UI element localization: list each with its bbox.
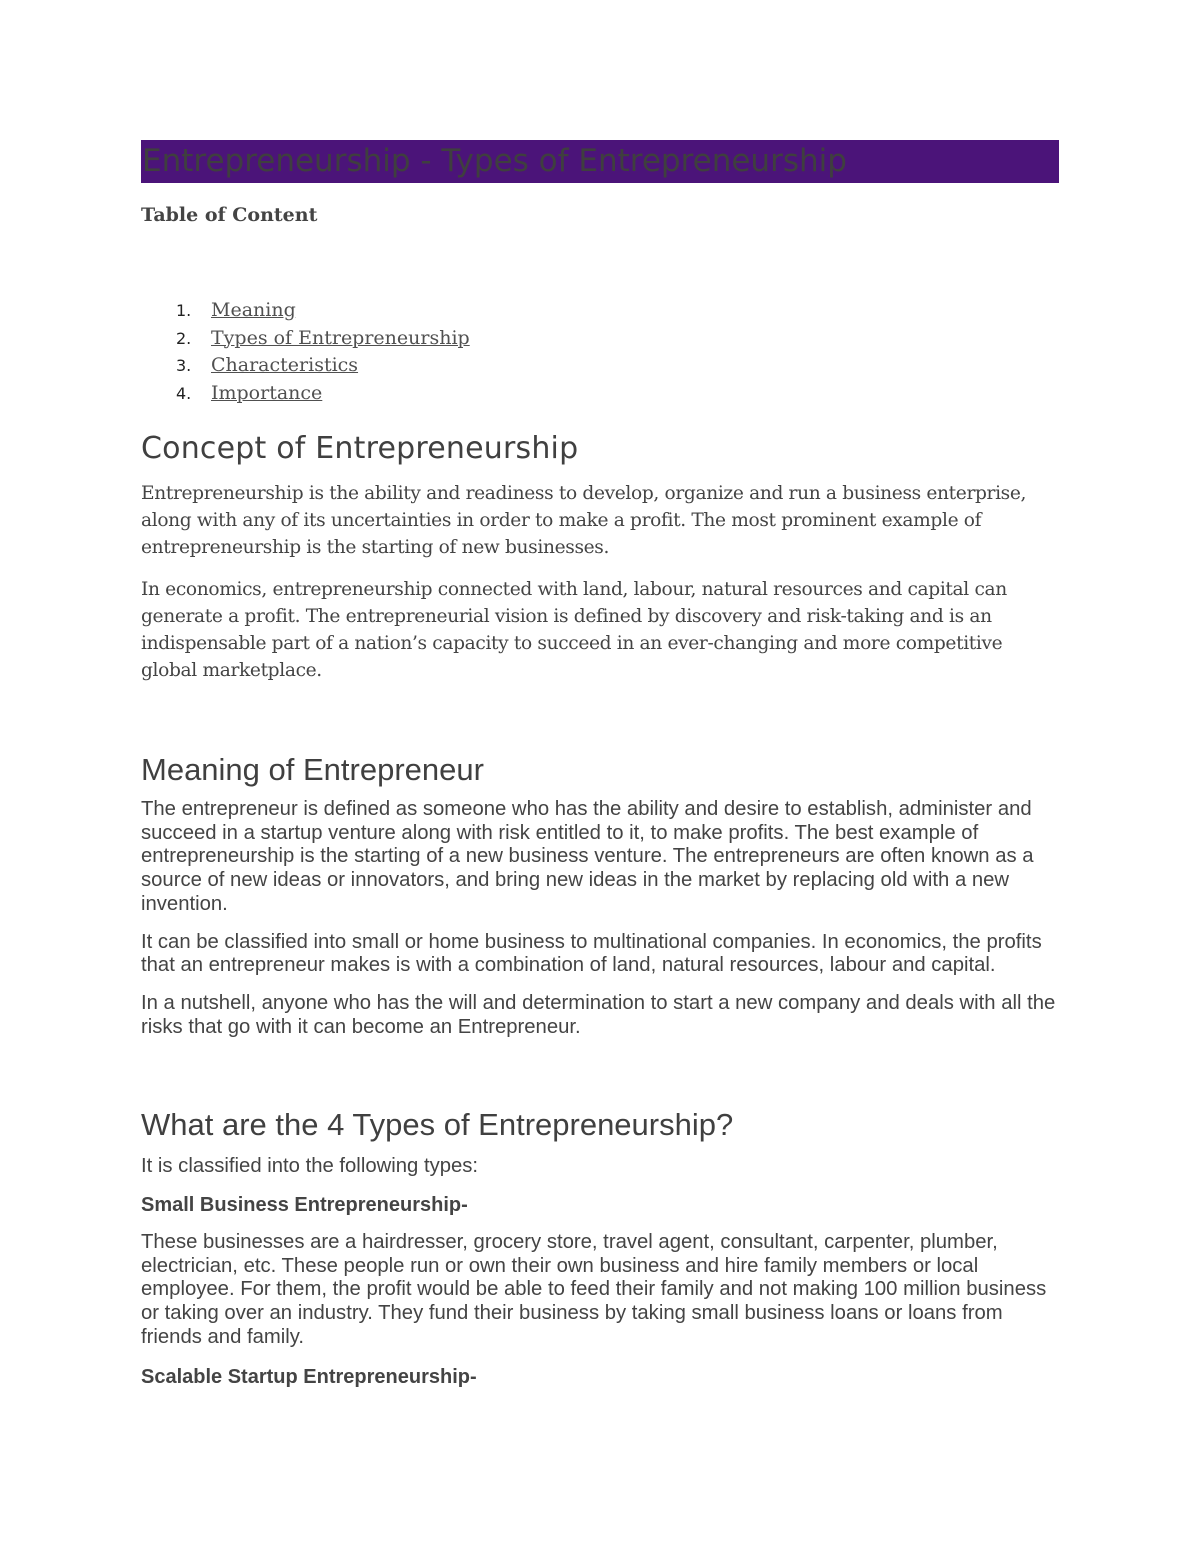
small-business-heading: Small Business Entrepreneurship-	[141, 1194, 468, 1217]
types-heading: What are the 4 Types of Entrepreneurship?	[141, 1107, 734, 1143]
scalable-startup-heading: Scalable Startup Entrepreneurship-	[141, 1365, 477, 1388]
types-intro: It is classified into the following types:	[141, 1155, 479, 1178]
table-of-contents	[141, 297, 1059, 407]
toc-number: 4.	[176, 383, 192, 403]
meaning-paragraph-2: It can be classified into small or home business to multinational companies. In economics, the profits that an entrepreneur makes is with a combination of land, natural resources, labour and capital.	[141, 930, 1042, 977]
meaning-paragraph-3: In a nutshell, anyone who has the will and determination to start a new company and deals with all the risks that go with it can become an Entrepreneur.	[141, 991, 1056, 1038]
concept-paragraph-1: Entrepreneurship is the ability and readiness to develop, organize and run a business enterprise, along with any of its uncertainties in order to make a profit. The most prominent example of entrepreneurship is the starting of new businesses.	[141, 483, 1027, 558]
toc-link-importance[interactable]: Importance	[211, 381, 323, 404]
toc-heading: Table of Content	[141, 204, 318, 226]
document-title: Entrepreneurship - Types of Entrepreneurship	[141, 140, 1059, 183]
toc-item-types	[141, 325, 1059, 353]
toc-number: 3.	[176, 356, 192, 375]
concept-paragraph-2: In economics, entrepreneurship connected with land, labour, natural resources and capital can generate a profit. The entrepreneurial vision is defined by discovery and risk-taking and is an indispensable part of a nation’s capacity to succeed in an ever-changing and more competitive global marketplace.	[141, 579, 1007, 681]
small-business-paragraph: These businesses are a hairdresser, grocery store, travel agent, consultant, carpenter, plumber, electrician, etc. These people run or own their own business and hire family members or local employee. For them, the profit would be able to feed their family and not making 100 million business or taking over an industry. They fund their business by taking small business loans or loans from friends and family.	[141, 1231, 1047, 1348]
document-page	[141, 140, 1059, 1389]
toc-link-characteristics[interactable]: Characteristics	[211, 354, 359, 376]
toc-number: 1.	[176, 301, 192, 320]
concept-heading: Concept of Entrepreneurship	[141, 431, 579, 466]
toc-link-types[interactable]: Types of Entrepreneurship	[211, 326, 470, 349]
toc-item-meaning	[141, 297, 1059, 325]
toc-number: 2.	[176, 328, 192, 348]
meaning-heading: Meaning of Entrepreneur	[141, 752, 484, 787]
toc-item-importance	[141, 380, 1059, 408]
toc-link-meaning[interactable]: Meaning	[211, 299, 296, 321]
meaning-paragraph-1: The entrepreneur is defined as someone who has the ability and desire to establish, administer and succeed in a startup venture along with risk entitled to it, to make profits. The best example of entrepreneurship is the starting of a new business venture. The entrepreneurs are often known as a source of new ideas or innovators, and bring new ideas in the market by replacing old with a new invention.	[141, 798, 1034, 915]
toc-item-characteristics	[141, 352, 1059, 380]
